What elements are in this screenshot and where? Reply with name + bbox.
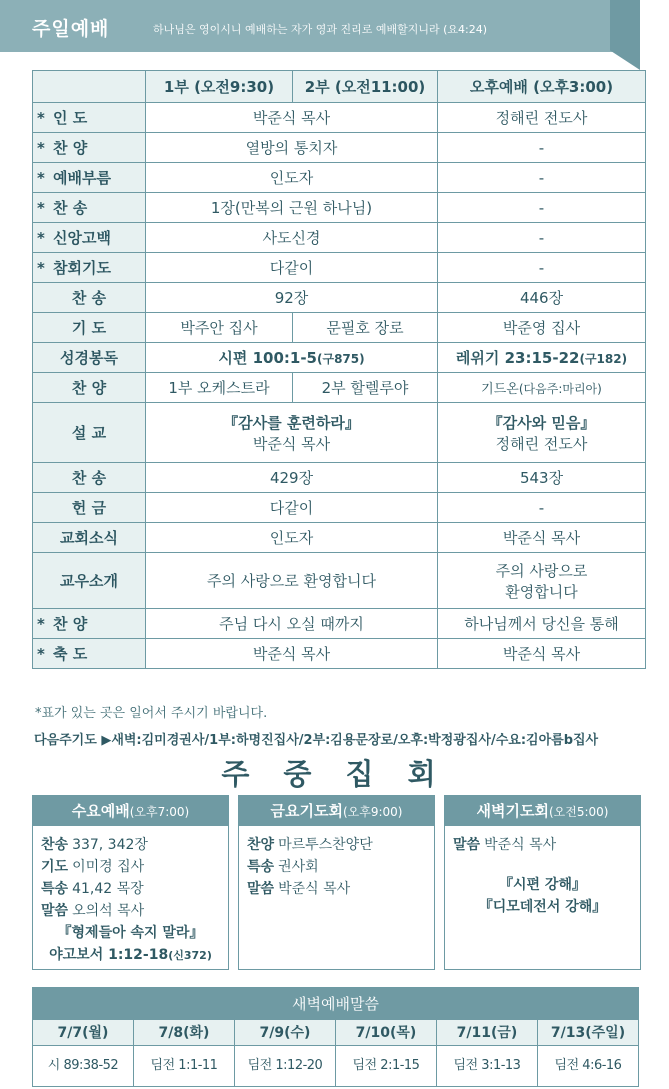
standing-mark: * bbox=[37, 259, 45, 277]
row-label bbox=[33, 639, 146, 669]
row-label bbox=[33, 193, 146, 223]
row-label-text: 찬 양 bbox=[53, 139, 88, 157]
standing-mark: * bbox=[37, 169, 45, 187]
afternoon-value bbox=[438, 553, 646, 609]
detail-value: 박준식 목사 bbox=[484, 837, 557, 853]
service-2-value: 문필호 장로 bbox=[293, 313, 438, 343]
standing-mark: * bbox=[37, 109, 45, 127]
reading-ref: 딤전 1:12-20 bbox=[247, 1058, 323, 1073]
detail-value: 337, 342장 bbox=[72, 837, 148, 853]
sermon-scripture bbox=[41, 944, 220, 967]
morning-value: 열방의 통치자 bbox=[146, 133, 438, 163]
morning-value: 429장 bbox=[146, 463, 438, 493]
morning-value: 박준식 목사 bbox=[146, 639, 438, 669]
reading-ref: 딤전 3:1-13 bbox=[453, 1058, 521, 1073]
box-title: 금요기도회 bbox=[270, 802, 343, 820]
header-bar bbox=[0, 0, 640, 52]
box-title: 새벽기도회 bbox=[476, 802, 549, 820]
afternoon-value: 박준식 목사 bbox=[438, 523, 646, 553]
reading-ref: 딤전 2:1-15 bbox=[352, 1058, 420, 1073]
box-time: (오후7:00) bbox=[129, 805, 190, 819]
table-row bbox=[33, 193, 646, 223]
row-label bbox=[33, 253, 146, 283]
afternoon-value: - bbox=[438, 253, 646, 283]
afternoon-value: 하나님께서 당신을 통해 bbox=[438, 609, 646, 639]
standing-mark: * bbox=[37, 615, 45, 633]
table-row bbox=[33, 463, 646, 493]
morning-value: 주의 사랑으로 환영합니다 bbox=[146, 553, 438, 609]
standing-mark: * bbox=[37, 645, 45, 663]
sermon-title: 『형제들아 속지 말라』 bbox=[57, 925, 204, 941]
morning-value: 1장(만복의 근원 하나님) bbox=[146, 193, 438, 223]
next-week-prayer: 다음주기도 ▶새벽:김미경권사/1부:하명진집사/2부:김용문장로/오후:박정광집사/수요:김아름b집사 bbox=[34, 733, 599, 748]
afternoon-value: 정해린 전도사 bbox=[438, 103, 646, 133]
table-row bbox=[33, 133, 646, 163]
row-label-text: 참회기도 bbox=[53, 259, 111, 277]
row-label: 찬 양 bbox=[33, 373, 146, 403]
table-row bbox=[33, 403, 646, 463]
reading-column bbox=[134, 1020, 235, 1086]
standing-mark: * bbox=[37, 139, 45, 157]
table-row bbox=[33, 223, 646, 253]
row-label-text: 신앙고백 bbox=[53, 229, 111, 247]
sermon-preacher: 박준식 목사 bbox=[252, 434, 331, 453]
sermon-series: 『디모데전서 강해』 bbox=[478, 899, 607, 915]
spacer bbox=[453, 856, 632, 874]
reading-date: 7/10(목) bbox=[336, 1020, 436, 1046]
header-blank-cell bbox=[33, 71, 146, 103]
morning-scripture bbox=[146, 343, 438, 373]
morning-sermon bbox=[146, 403, 438, 463]
row-label: 교우소개 bbox=[33, 553, 146, 609]
scripture-text: 시편 100:1-5 bbox=[218, 349, 317, 367]
choir-next: (다음주:마리아) bbox=[518, 382, 602, 396]
wednesday-service-box bbox=[32, 795, 229, 970]
morning-value: 사도신경 bbox=[146, 223, 438, 253]
reading-column bbox=[235, 1020, 336, 1086]
detail-key: 말씀 bbox=[41, 903, 69, 919]
reading-column bbox=[33, 1020, 134, 1086]
header-service-afternoon: 오후예배 (오후3:00) bbox=[438, 71, 646, 103]
sermon-preacher: 정해린 전도사 bbox=[495, 434, 588, 453]
detail-line bbox=[247, 878, 426, 900]
row-label bbox=[33, 133, 146, 163]
row-label: 찬 송 bbox=[33, 283, 146, 313]
welcome-line-2: 환영합니다 bbox=[505, 582, 578, 601]
reading-ref: 시 89:38-52 bbox=[47, 1058, 119, 1073]
scripture-page: (신372) bbox=[168, 949, 212, 962]
dawn-prayer-header bbox=[445, 796, 640, 826]
dawn-prayer-body bbox=[445, 826, 640, 926]
weekday-section-title: 주 중 집 회 bbox=[221, 757, 448, 791]
friday-prayer-header bbox=[239, 796, 434, 826]
table-row bbox=[33, 103, 646, 133]
detail-key: 기도 bbox=[41, 859, 69, 875]
scripture-page: (구875) bbox=[317, 352, 365, 366]
header-service-1: 1부 (오전9:30) bbox=[146, 71, 293, 103]
reading-date: 7/11(금) bbox=[437, 1020, 537, 1046]
scripture-text: 레위기 23:15-22 bbox=[455, 349, 580, 367]
service-2-value: 2부 할렐루야 bbox=[293, 373, 438, 403]
standing-mark: * bbox=[37, 199, 45, 217]
dawn-readings-grid bbox=[33, 1020, 638, 1086]
detail-value: 오의석 목사 bbox=[72, 903, 145, 919]
table-row bbox=[33, 639, 646, 669]
afternoon-value: - bbox=[438, 223, 646, 253]
reading-ref: 딤전 4:6-16 bbox=[554, 1058, 622, 1073]
morning-value: 인도자 bbox=[146, 163, 438, 193]
reading-date: 7/7(월) bbox=[33, 1020, 133, 1046]
detail-key: 특송 bbox=[41, 881, 69, 897]
box-time: (오전5:00) bbox=[548, 805, 609, 819]
choir-name: 기드온 bbox=[481, 382, 519, 397]
afternoon-value: 박준식 목사 bbox=[438, 639, 646, 669]
afternoon-value bbox=[438, 373, 646, 403]
service-order-table bbox=[32, 70, 646, 669]
detail-line bbox=[247, 856, 426, 878]
row-label: 교회소식 bbox=[33, 523, 146, 553]
dawn-prayer-box bbox=[444, 795, 641, 970]
row-label-text: 찬 양 bbox=[53, 615, 88, 633]
table-row bbox=[33, 493, 646, 523]
wednesday-service-body bbox=[33, 826, 228, 975]
morning-value: 주님 다시 오실 때까지 bbox=[146, 609, 438, 639]
morning-value: 박준식 목사 bbox=[146, 103, 438, 133]
wednesday-service-header bbox=[33, 796, 228, 826]
detail-value: 박준식 목사 bbox=[278, 881, 351, 897]
row-label-text: 축 도 bbox=[53, 645, 88, 663]
detail-line bbox=[41, 856, 220, 878]
detail-value: 마르투스찬양단 bbox=[278, 837, 373, 853]
detail-key: 찬송 bbox=[41, 837, 69, 853]
table-row bbox=[33, 283, 646, 313]
dawn-readings-title: 새벽예배말씀 bbox=[33, 988, 638, 1020]
row-label bbox=[33, 609, 146, 639]
detail-key: 특송 bbox=[247, 859, 275, 875]
scripture-text: 야고보서 1:12-18 bbox=[49, 947, 169, 963]
detail-key: 말씀 bbox=[453, 837, 481, 853]
row-label: 기 도 bbox=[33, 313, 146, 343]
scripture-page: (구182) bbox=[579, 352, 628, 366]
detail-line bbox=[41, 900, 220, 922]
row-label bbox=[33, 103, 146, 133]
table-row bbox=[33, 343, 646, 373]
box-time: (오후9:00) bbox=[342, 805, 403, 819]
reading-column bbox=[538, 1020, 638, 1086]
friday-prayer-box bbox=[238, 795, 435, 970]
detail-value: 41,42 목장 bbox=[72, 881, 144, 897]
table-row bbox=[33, 313, 646, 343]
row-label-text: 인 도 bbox=[53, 109, 88, 127]
dawn-readings-table bbox=[32, 987, 639, 1087]
detail-line bbox=[41, 878, 220, 900]
detail-key: 찬양 bbox=[247, 837, 275, 853]
sermon-title: 『감사를 훈련하라』 bbox=[223, 413, 360, 432]
row-label: 설 교 bbox=[33, 403, 146, 463]
detail-line bbox=[41, 834, 220, 856]
row-label-text: 찬 송 bbox=[53, 199, 88, 217]
header-verse: 하나님은 영이시니 예배하는 자가 영과 진리로 예배할지니라 (요4:24) bbox=[153, 23, 488, 36]
row-label: 찬 송 bbox=[33, 463, 146, 493]
afternoon-value: - bbox=[438, 163, 646, 193]
row-label bbox=[33, 223, 146, 253]
detail-value: 이미경 집사 bbox=[72, 859, 145, 875]
reading-ref: 딤전 1:1-11 bbox=[150, 1058, 218, 1073]
row-label-text: 예배부름 bbox=[53, 169, 111, 187]
service-1-value: 박주안 집사 bbox=[146, 313, 293, 343]
afternoon-value: 박준영 집사 bbox=[438, 313, 646, 343]
afternoon-sermon bbox=[438, 403, 646, 463]
reading-column bbox=[437, 1020, 538, 1086]
box-title: 수요예배 bbox=[71, 802, 130, 820]
afternoon-value: - bbox=[438, 193, 646, 223]
reading-date: 7/13(주일) bbox=[538, 1020, 638, 1046]
table-row bbox=[33, 373, 646, 403]
morning-value: 인도자 bbox=[146, 523, 438, 553]
morning-value: 다같이 bbox=[146, 493, 438, 523]
table-row bbox=[33, 609, 646, 639]
standing-note: *표가 있는 곳은 일어서 주시기 바랍니다. bbox=[35, 706, 268, 721]
reading-date: 7/9(수) bbox=[235, 1020, 335, 1046]
row-label bbox=[33, 163, 146, 193]
service-1-value: 1부 오케스트라 bbox=[146, 373, 293, 403]
table-row bbox=[33, 553, 646, 609]
afternoon-value: - bbox=[438, 133, 646, 163]
table-row bbox=[33, 523, 646, 553]
table-row bbox=[33, 163, 646, 193]
detail-line bbox=[247, 834, 426, 856]
welcome-line-1: 주의 사랑으로 bbox=[495, 561, 588, 580]
detail-line bbox=[453, 834, 632, 856]
page-title: 주일예배 bbox=[32, 18, 110, 40]
table-row bbox=[33, 253, 646, 283]
friday-prayer-body bbox=[239, 826, 434, 908]
afternoon-value: 543장 bbox=[438, 463, 646, 493]
sermon-title: 『감사와 믿음』 bbox=[487, 413, 596, 432]
header-service-2: 2부 (오전11:00) bbox=[293, 71, 438, 103]
detail-value: 권사회 bbox=[278, 859, 319, 875]
row-label: 성경봉독 bbox=[33, 343, 146, 373]
afternoon-value: - bbox=[438, 493, 646, 523]
afternoon-value: 446장 bbox=[438, 283, 646, 313]
sermon-series: 『시편 강해』 bbox=[499, 877, 586, 893]
reading-column bbox=[336, 1020, 437, 1086]
row-label: 헌 금 bbox=[33, 493, 146, 523]
reading-date: 7/8(화) bbox=[134, 1020, 234, 1046]
standing-mark: * bbox=[37, 229, 45, 247]
afternoon-scripture bbox=[438, 343, 646, 373]
morning-value: 다같이 bbox=[146, 253, 438, 283]
detail-key: 말씀 bbox=[247, 881, 275, 897]
header-tab-decoration bbox=[610, 0, 640, 70]
morning-value: 92장 bbox=[146, 283, 438, 313]
